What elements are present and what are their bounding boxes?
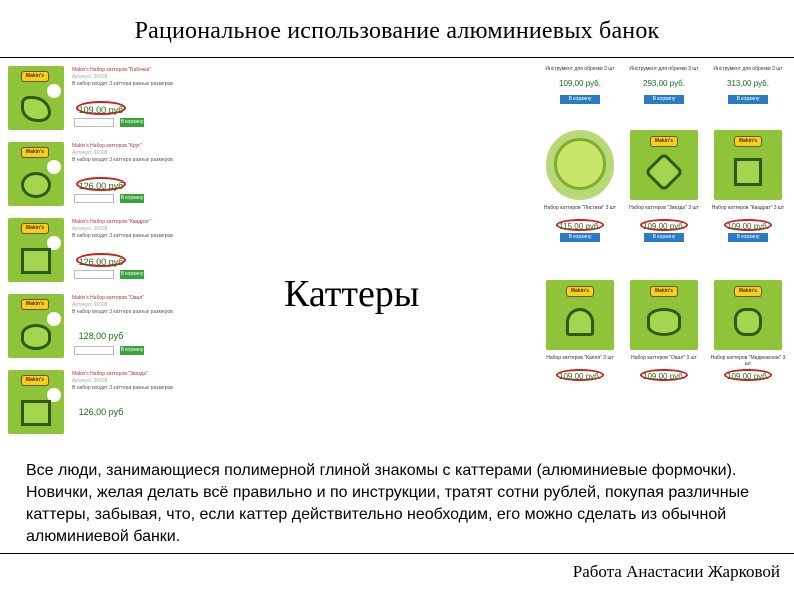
product-image[interactable]: Makin's — [714, 280, 782, 350]
product-image[interactable]: Makin's — [714, 130, 782, 200]
add-to-cart-button[interactable]: В корзину — [644, 95, 684, 104]
add-to-cart-button[interactable]: В корзину — [728, 233, 768, 242]
product-desc: В набор входит 3 каттера разных размеров — [72, 81, 173, 87]
product-price: 109,00 руб. — [640, 219, 688, 231]
grid-item — [708, 280, 788, 390]
product-image[interactable] — [546, 130, 614, 200]
list-item — [8, 218, 206, 288]
product-price: 109,00 руб. — [724, 369, 772, 381]
add-to-cart-button[interactable]: В корзину — [120, 347, 144, 353]
product-price: 126,00 руб — [76, 253, 126, 267]
product-price: 115,00 руб. — [556, 219, 604, 231]
product-sku: Артикул: 36008 — [72, 378, 108, 384]
product-name[interactable]: Набор каттеров "Медвежонок" 3 шт — [710, 355, 786, 367]
product-price: 109,00 руб — [76, 101, 126, 115]
product-thumbnail: Makin's — [8, 370, 64, 434]
list-item — [8, 294, 206, 364]
add-to-cart-button[interactable]: В корзину — [560, 233, 600, 242]
title-divider — [0, 57, 794, 58]
product-price: 109,00 руб. — [640, 369, 688, 381]
cutters-grid-screenshot — [540, 66, 790, 406]
add-to-cart-button[interactable]: В корзину — [120, 119, 144, 125]
product-sku: Артикул: 36008 — [72, 226, 108, 232]
product-price: 313,00 руб. — [727, 79, 769, 88]
product-price: 126,00 руб — [78, 407, 124, 417]
section-heading: Каттеры — [284, 273, 420, 315]
product-name[interactable]: Makin's Набор каттеров "Круг" — [72, 143, 142, 149]
grid-item — [540, 66, 620, 116]
add-to-cart-button[interactable]: В корзину — [120, 195, 144, 201]
quantity-input[interactable] — [74, 194, 114, 203]
slide-title: Рациональное использование алюминиевых банок — [134, 18, 660, 44]
product-thumbnail: Makin's — [8, 142, 64, 206]
product-sku: Артикул: 36008 — [72, 74, 108, 80]
add-to-cart-button[interactable]: В корзину — [644, 233, 684, 242]
product-name[interactable]: Набор каттеров "Овал" 3 шт — [631, 355, 697, 361]
product-sku: Артикул: 36008 — [72, 302, 108, 308]
body-paragraph: Все люди, занимающиеся полимерной глиной знакомы с каттерами (алюминиевые формочки). Новички, желая делать всё правильно и по инструкции, тратят сотни рублей, покупая различные каттеры, забывая, что, если каттер действительно необходим, его можно сделать из обычной алюминиевой банки. — [26, 462, 749, 545]
list-item — [8, 370, 206, 440]
grid-item — [624, 66, 704, 116]
product-desc: В набор входит 3 каттера разных размеров — [72, 309, 173, 315]
add-to-cart-button[interactable]: В корзину — [120, 271, 144, 277]
product-thumbnail: Makin's — [8, 294, 64, 358]
product-sku: Артикул: 36008 — [72, 150, 108, 156]
product-name[interactable]: Набор каттеров "Квадрат" 3 шт — [711, 205, 785, 211]
add-to-cart-button[interactable]: В корзину — [728, 95, 768, 104]
footer-divider — [0, 553, 794, 554]
product-desc: В набор входит 3 каттера разных размеров — [72, 157, 173, 163]
product-price: 128,00 руб — [78, 331, 124, 341]
product-name[interactable]: Makin's Набор каттеров "Бабочка" — [72, 67, 152, 73]
product-price: 109,00 руб. — [559, 79, 601, 88]
grid-item — [540, 280, 620, 390]
product-name[interactable]: Makin's Набор каттеров "Квадрат" — [72, 219, 151, 225]
product-image[interactable]: Makin's — [630, 280, 698, 350]
product-name[interactable]: Набор каттеров "Капля" 3 шт — [546, 355, 614, 361]
author-credit: Работа Анастасии Жарковой — [572, 562, 780, 581]
list-item — [8, 66, 206, 136]
product-price: 293,00 руб. — [643, 79, 685, 88]
grid-item — [708, 66, 788, 116]
product-name[interactable]: Набор каттеров "Звезда" 3 шт — [629, 205, 699, 211]
product-name[interactable]: Инструмент для обрезки 3 шт — [629, 66, 699, 72]
grid-item — [624, 130, 704, 240]
product-name[interactable]: Makin's Набор каттеров "Звезда" — [72, 371, 148, 377]
product-price: 109,00 руб. — [556, 369, 604, 381]
product-name[interactable]: Инструмент для обрезки 3 шт — [713, 66, 783, 72]
quantity-input[interactable] — [74, 118, 114, 127]
grid-item — [540, 130, 620, 240]
product-image[interactable]: Makin's — [546, 280, 614, 350]
grid-item — [624, 280, 704, 390]
grid-item — [708, 130, 788, 240]
product-name[interactable]: Набор каттеров "Листики" 3 шт — [543, 205, 617, 211]
quantity-input[interactable] — [74, 270, 114, 279]
product-desc: В набор входит 3 каттера разных размеров — [72, 233, 173, 239]
product-image[interactable]: Makin's — [630, 130, 698, 200]
product-name[interactable]: Инструмент для обрезки 3 шт — [545, 66, 615, 72]
product-thumbnail: Makin's — [8, 66, 64, 130]
product-thumbnail: Makin's — [8, 218, 64, 282]
list-item — [8, 142, 206, 212]
cutters-list-screenshot — [8, 66, 206, 417]
product-price: 126,00 руб — [76, 177, 126, 191]
add-to-cart-button[interactable]: В корзину — [560, 95, 600, 104]
product-price: 109,00 руб. — [724, 219, 772, 231]
quantity-input[interactable] — [74, 346, 114, 355]
product-name[interactable]: Makin's Набор каттеров "Овал" — [72, 295, 145, 301]
product-desc: В набор входит 3 каттера разных размеров — [72, 385, 173, 391]
